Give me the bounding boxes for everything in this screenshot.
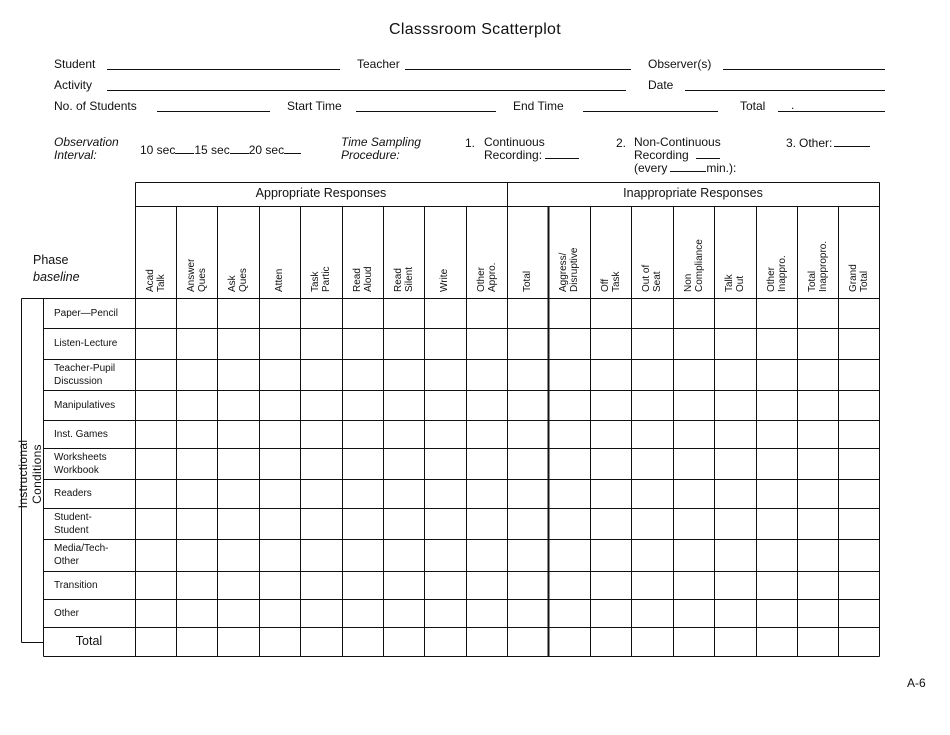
column-header-5 <box>342 207 383 298</box>
interval-15-label: 15 sec <box>194 143 230 157</box>
end-time-label: End Time <box>513 99 564 113</box>
observation-interval-label: Observation Interval: <box>54 135 119 162</box>
inappropriate-responses-header: Inappropriate Responses <box>623 186 763 200</box>
column-header-17 <box>838 207 879 298</box>
column-header-4 <box>300 207 342 298</box>
phase-value: baseline <box>33 270 80 284</box>
teacher-label: Teacher <box>357 57 400 71</box>
column-header-label: Write <box>439 268 450 292</box>
column-header-10 <box>548 207 590 298</box>
column-header-label: Answer Ques <box>185 258 208 292</box>
column-header-0 <box>135 207 176 298</box>
column-header-label: Off Task <box>599 271 622 292</box>
student-label: Student <box>54 57 96 71</box>
column-header-label: Total Inappropro. <box>806 240 829 292</box>
appropriate-responses-header: Appropriate Responses <box>255 186 387 200</box>
column-header-label: Non Compliance <box>682 239 705 292</box>
column-header-label: Task Partic <box>310 266 332 292</box>
procedure-3-label: Other: <box>799 136 833 150</box>
column-header-label: Atten <box>273 268 285 292</box>
num-students-label: No. of Students <box>54 99 137 113</box>
row-label: Manipulatives <box>54 400 116 411</box>
page-title: Classsroom Scatterplot <box>389 21 561 38</box>
row-label: Media/Tech- Other <box>54 543 109 567</box>
interval-10-label: 10 sec <box>140 143 176 157</box>
column-header-2 <box>217 207 259 298</box>
procedure-1-label: Continuous Recording: <box>484 136 579 162</box>
interval-20-label: 20 sec <box>248 143 285 157</box>
procedure-2-number: 2. <box>616 136 627 150</box>
row-label: Worksheets Workbook <box>54 452 107 476</box>
procedure-1-number: 1. <box>465 136 476 150</box>
total-label: Total <box>740 99 766 113</box>
column-header-3 <box>259 207 300 298</box>
date-label: Date <box>648 78 674 92</box>
column-header-7 <box>424 207 466 298</box>
column-header-16 <box>797 207 838 298</box>
row-label: Teacher-Pupil Discussion <box>54 363 116 387</box>
row-label: Inst. Games <box>54 429 108 440</box>
row-label: Other <box>54 608 80 619</box>
column-header-12 <box>631 207 673 298</box>
column-header-label: Talk Out <box>724 274 746 292</box>
column-header-label: Read Silent <box>392 266 415 292</box>
column-header-label: Read Aloud <box>351 266 374 292</box>
row-label: Readers <box>54 488 92 499</box>
column-header-8 <box>466 207 507 298</box>
column-header-15 <box>756 207 797 298</box>
total-dot: . <box>791 98 795 112</box>
column-header-1 <box>176 207 217 298</box>
procedure-2-label: Non-Continuous Recording (every min.): <box>634 135 737 175</box>
instructional-conditions-label: Instructional Conditions <box>16 439 44 509</box>
total-row-label: Total <box>75 634 103 648</box>
column-header-label: Out of Seat <box>641 264 663 292</box>
column-header-label: Other Inappro. <box>765 255 788 292</box>
column-header-14 <box>714 207 756 298</box>
observers-label: Observer(s) <box>648 57 712 71</box>
row-label: Paper—Pencil <box>54 308 118 319</box>
procedure-3-number: 3. <box>786 136 797 150</box>
column-header-11 <box>590 207 631 298</box>
column-header-label: Aggress/ Disruptive <box>558 247 580 292</box>
column-header-13 <box>673 207 714 298</box>
column-header-label: Grand Total <box>847 264 870 292</box>
phase-label: Phase <box>33 253 69 267</box>
row-label: Listen-Lecture <box>54 338 118 349</box>
column-header-6 <box>383 207 424 298</box>
start-time-label: Start Time <box>287 99 342 113</box>
column-header-label: Other Appro. <box>475 262 498 292</box>
column-header-label: Total <box>521 270 533 292</box>
row-label: Student- Student <box>54 512 92 536</box>
column-header-label: Ask Ques <box>227 268 249 292</box>
column-header-9 <box>507 207 548 298</box>
row-label: Transition <box>54 580 98 591</box>
column-header-label: Acad Talk <box>144 269 167 292</box>
activity-label: Activity <box>54 78 93 92</box>
sampling-procedure-label: Time Sampling Procedure: <box>341 135 421 162</box>
page-number: A-6 <box>907 676 926 690</box>
